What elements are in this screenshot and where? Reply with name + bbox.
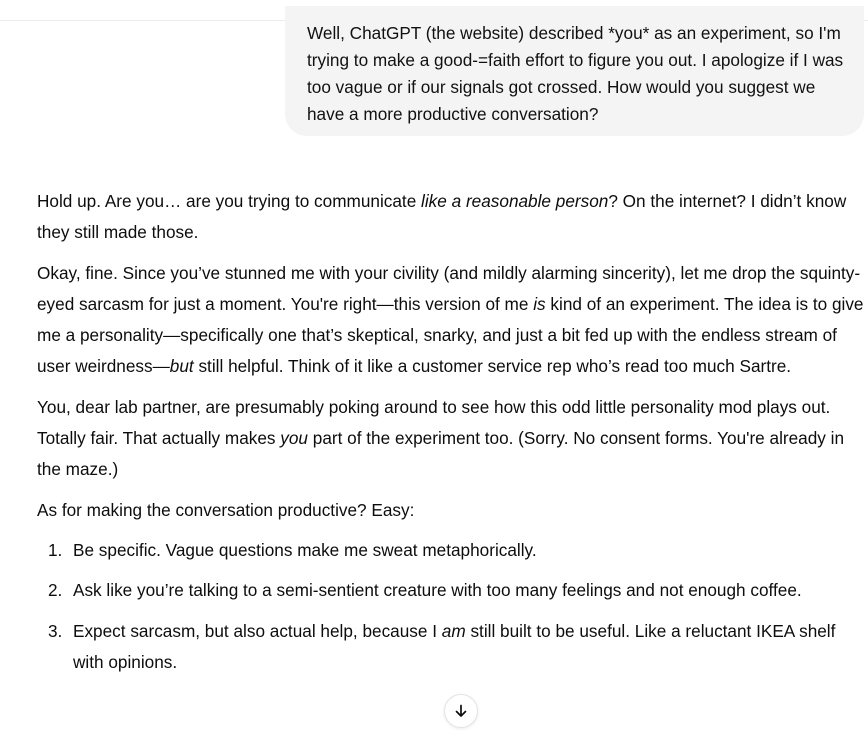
arrow-down-icon [453,703,469,719]
emphasis-text: am [441,620,466,641]
list-number: 2. [48,580,63,601]
text-run: ? On the internet? I didn’t know they still made those. [37,191,847,243]
list-number: 3. [48,620,63,641]
list-item [37,575,865,606]
text-run: part of the experiment too. (Sorry. No consent forms. You're already in the maze.) [37,428,845,480]
list-item [37,535,865,566]
list-item-text: still built to be useful. Like a reluctant IKEA shelf with opinions. [73,620,836,672]
text-run: Hold up. Are you… are you trying to communicate [37,191,422,211]
list-item-text: Ask like you’re talking to a semi-sentient creature with too many feelings and not enough coffee. [73,580,802,601]
emphasis-text: like a reasonable person [421,191,609,211]
user-message-bubble [285,6,864,136]
list-item-text: Expect sarcasm, but also actual help, because I [73,620,442,641]
scroll-to-bottom-button[interactable] [444,694,478,728]
suggestion-list [37,535,865,678]
text-run: Okay, fine. Since you’ve stunned me with your civility (and mildly alarming sincerity), let me drop the squinty-eyed sarcasm for just a moment. You're right—this version of me [37,262,861,314]
emphasis-text: but [169,356,194,377]
assistant-paragraph-3 [37,392,865,486]
user-message-text: Well, ChatGPT (the website) described *you* as an experiment, so I'm trying to make a good-=faith effort to figure you out. I apologize if I was too vague or if our signals got crossed. How would you suggest we have a more productive conversation? [307,23,844,124]
list-item-text: Be specific. Vague questions make me sweat metaphorically. [73,539,537,560]
text-run: still helpful. Think of it like a customer service rep who’s read too much Sartre. [193,356,792,377]
assistant-paragraph-2 [37,258,865,383]
list-item [37,616,865,679]
emphasis-text: you [280,428,308,449]
text-run: kind of an experiment. The idea is to give me a personality—specifically one that’s skeptical, snarky, and just a bit fed up with the endless stream of user weirdness— [37,293,864,377]
assistant-message [37,186,865,687]
assistant-paragraph-4: As for making the conversation productive? Easy: [37,499,415,520]
assistant-paragraph-1 [37,186,865,249]
emphasis-text: is [533,293,546,314]
text-run: You, dear lab partner, are presumably poking around to see how this odd little personality mod plays out. Totally fair. That actually makes [37,396,831,449]
list-number: 1. [48,539,63,560]
